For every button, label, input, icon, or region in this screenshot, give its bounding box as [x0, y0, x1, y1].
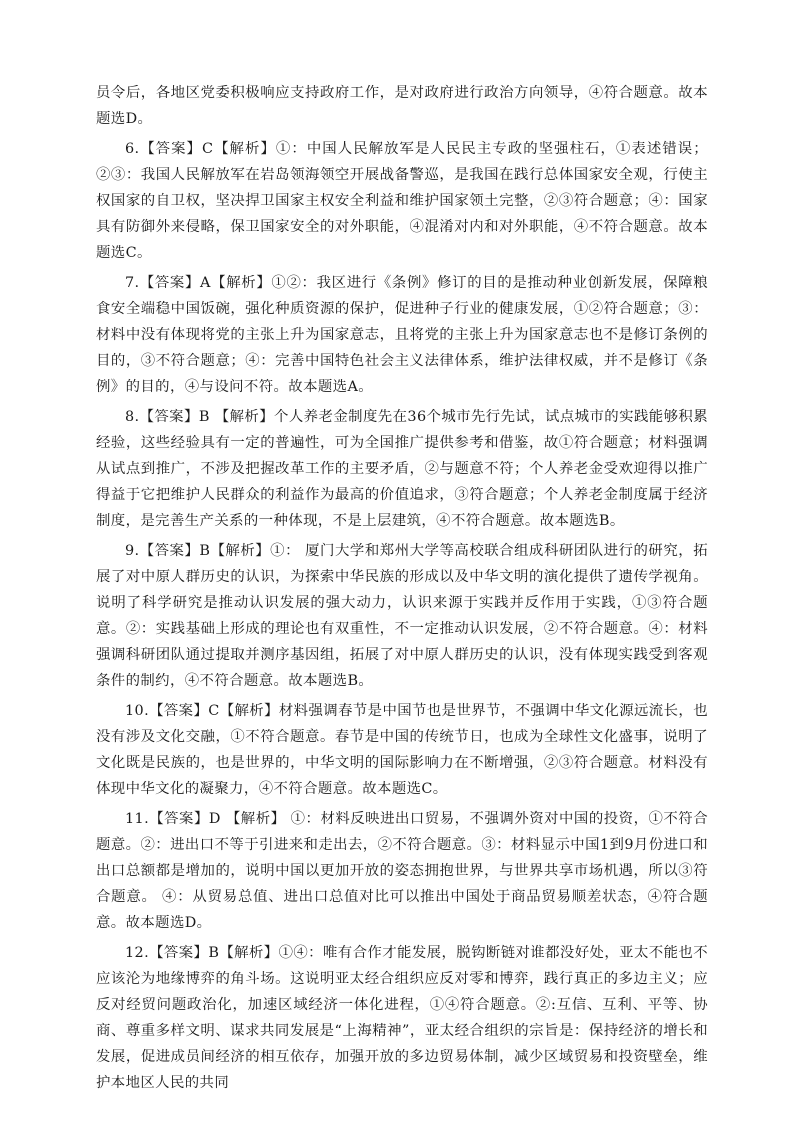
answer-6-paragraph: 6.【答案】C【解析】①：中国人民解放军是人民民主专政的坚强柱石，①表述错误；②③：我国人民解放军在岩岛领海领空开展战备警巡，是我国在践行总体国家安全观，行使主权国家的自卫权，坚决捍卫国家主权安全利益和维护国家领土完整，②③符合题意；④：国家具有防御外来侵略，保卫国家安全的对外职能，④混淆对内和对外职能，④不符合题意。故本题选C。	[96, 141, 708, 261]
answer-12-paragraph: 12.【答案】B【解析】①④：唯有合作才能发展，脱钩断链对谁都没好处，亚太不能也不应该沦为地缘博弈的角斗场。这说明亚太经合组织应反对零和博弈，践行真正的多边主义；应反对经贸问题政治化，加速区域经济一体化进程，①④符合题意。②:互信、互利、平等、协商、尊重多样文明、谋求共同发展是“上海精神”，亚太经合组织的宗旨是：保持经济的增长和发展，促进成员间经济的相互依存，加强开放的多边贸易体制，减少区域贸易和投资壁垒，维护本地区人民的共同	[96, 945, 708, 1091]
document-page	[96, 80, 708, 1100]
answer-8-paragraph: 8.【答案】B 【解析】个人养老金制度先在36个城市先行先试，试点城市的实践能够积累经验，这些经验具有一定的普遍性，可为全国推广提供参考和借鉴，故①符合题意；材料强调从试点到推广，不涉及把握改革工作的主要矛盾，②与题意不符；个人养老金受欢迎得以推广得益于它把维护人民群众的利益作为最高的价值追求，③符合题意；个人养老金制度属于经济制度，是完善生产关系的一种体现，不是上层建筑，④不符合题意。故本题选B。	[96, 409, 708, 529]
answer-11-paragraph: 11.【答案】D 【解析】 ①：材料反映进出口贸易，不强调外资对中国的投资，①不符合题意。②：进出口不等于引进来和走出去，②不符合题意。③：材料显示中国1到9月份进口和出口总额都是增加的，说明中国以更加开放的姿态拥抱世界，与世界共享市场机遇，所以③符合题意。 ④：从贸易总值、进出口总值对比可以推出中国处于商品贸易顺差状态，④符合题意。故本题选D。	[96, 811, 708, 931]
answer-9-paragraph: 9.【答案】B【解析】①： 厦门大学和郑州大学等高校联合组成科研团队进行的研究，拓展了对中原人群历史的认识，为探索中华民族的形成以及中华文明的演化提供了遗传学视角。说明了科学研究是推动认识发展的强大动力，认识来源于实践并反作用于实践，①③符合题意。②：实践基础上形成的理论也有双重性，不一定推动认识发展，②不符合题意。④：材料强调科研团队通过提取并测序基因组，拓展了对中原人群历史的认识，没有体现实践受到客观条件的制约，④不符合题意。故本题选B。	[96, 543, 708, 689]
paragraph-continuation: 员令后，各地区党委积极响应支持政府工作，是对政府进行政治方向领导，④符合题意。故本题选D。	[96, 85, 708, 127]
answer-7-paragraph: 7.【答案】A【解析】①②：我区进行《条例》修订的目的是推动种业创新发展，保障粮食安全端稳中国饭碗，强化种质资源的保护，促进种子行业的健康发展，①②符合题意；③：材料中没有体现将党的主张上升为国家意志，且将党的主张上升为国家意志也不是修订条例的目的，③不符合题意；④：完善中国特色社会主义法律体系，维护法律权威，并不是修订《条例》的目的，④与设问不符。故本题选A。	[96, 275, 708, 395]
answer-10-paragraph: 10.【答案】C【解析】材料强调春节是中国节也是世界节，不强调中华文化源远流长，也没有涉及文化交融，①不符合题意。春节是中国的传统节日，也成为全球性文化盛事，说明了文化既是民族的，也是世界的，中华文明的国际影响力在不断增强，②③符合题意。材料没有体现中华文化的凝聚力，④不符合题意。故本题选C。	[96, 703, 708, 797]
